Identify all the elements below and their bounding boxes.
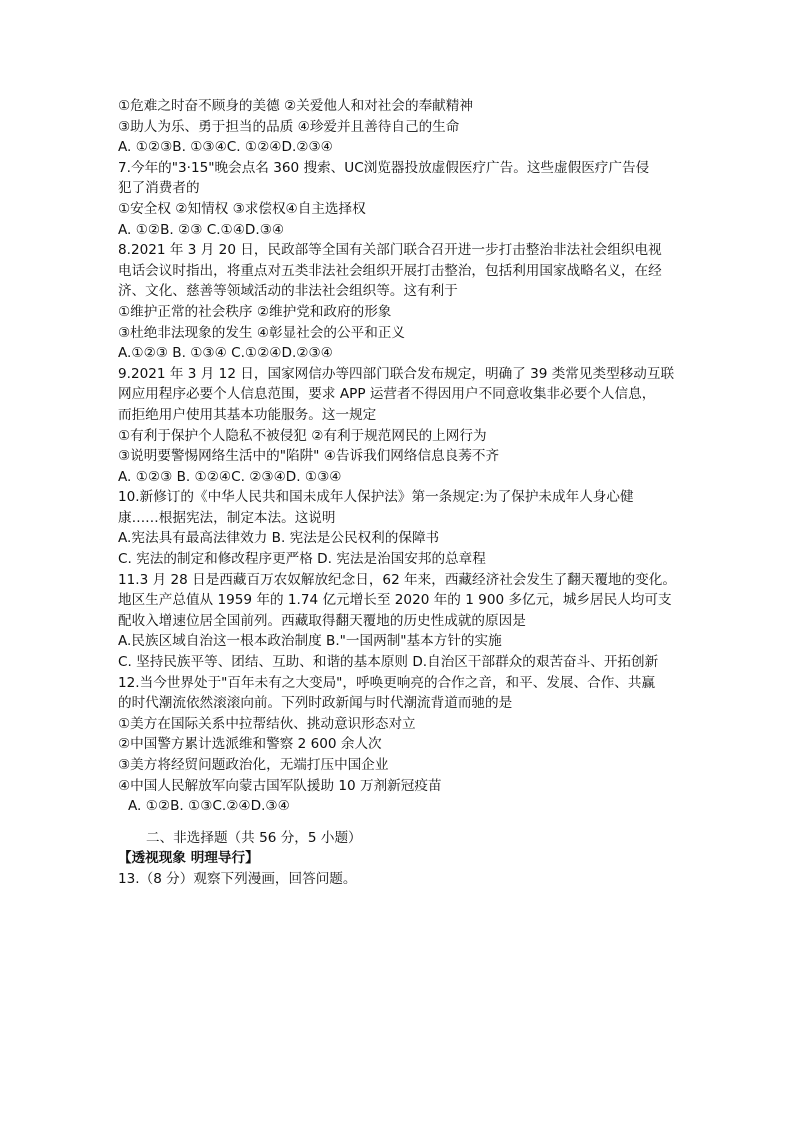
text-line: ④中国人民解放军向蒙古国军队援助 10 万剂新冠疫苗 [118, 777, 442, 794]
question-10: 10.新修订的《中华人民共和国未成年人保护法》第一条规定:为了保护未成年人身心健 [118, 489, 634, 506]
text-line: ③杜绝非法现象的发生 ④彰显社会的公平和正义 [118, 324, 405, 341]
text-line: ③助人为乐、勇于担当的品质 ④珍爱并且善待自己的生命 [118, 118, 460, 135]
answer-options: A. ①②B. ①③C.②④D.③④ [128, 798, 290, 815]
text-line: 地区生产总值从 1959 年的 1.74 亿元增长至 2020 年的 1 900 多亿元，城乡居民人均可支 [118, 592, 672, 609]
text-line: ②中国警方累计选派维和警察 2 600 余人次 [118, 736, 382, 753]
text-line: ①危难之时奋不顾身的美德 ②关爱他人和对社会的奉献精神 [118, 98, 473, 114]
text-line: ①安全权 ②知情权 ③求偿权④自主选择权 [118, 200, 366, 217]
text-line: 配收入增速位居全国前列。西藏取得翻天覆地的历史性成就的原因是 [118, 612, 526, 629]
question-12: 12.当今世界处于"百年未有之大变局"，呼唤更响亮的合作之音，和平、发展、合作、共赢 [118, 674, 656, 691]
text-line: ③美方将经贸问题政治化，无端打压中国企业 [118, 757, 389, 773]
text-line: ①有利于保护个人隐私不被侵犯 ②有利于规范网民的上网行为 [118, 427, 487, 444]
text-line: ①美方在国际关系中拉帮结伙、挑动意识形态对立 [118, 715, 416, 732]
text-line: 的时代潮流依然滚滚向前。下列时政新闻与时代潮流背道而驰的是 [118, 695, 513, 712]
answer-options: C. 坚持民族平等、团结、互助、和谐的基本原则 D.自治区干部群众的艰苦奋斗、开拓创新 [118, 654, 659, 671]
text-line: ③说明要警惕网络生活中的"陷阱" ④告诉我们网络信息良莠不齐 [118, 448, 500, 465]
text-line: 网应用程序必要个人信息范围，要求 APP 运营者不得因用户不同意收集非必要个人信息， [118, 386, 656, 403]
section-title: 二、非选择题（共 56 分，5 小题） [146, 829, 362, 846]
answer-options: A. ①②B. ②③ C.①④D.③④ [118, 221, 285, 238]
answer-options: A.①②③ B. ①③④ C.①②④D.②③④ [118, 345, 333, 362]
text-line: 电话会议时指出，将重点对五类非法社会组织开展打击整治，包括利用国家战略名义，在经 [118, 262, 662, 279]
document-body [118, 96, 678, 890]
question-7: 7.今年的"3·15"晚会点名 360 搜索、UC浏览器投放虚假医疗广告。这些虚假医疗广告侵 [118, 159, 650, 176]
answer-options: A.宪法具有最高法律效力 B. 宪法是公民权利的保障书 [118, 530, 440, 547]
answer-options: A.民族区域自治这一根本政治制度 B."一国两制"基本方针的实施 [118, 633, 502, 650]
section-subtitle: 【透视现象 明理导行】 [118, 850, 259, 867]
answer-options: A. ①②③ B. ①②④C. ②③④D. ①③④ [118, 468, 342, 485]
spacer [118, 817, 678, 828]
text-line: 而拒绝用户使用其基本功能服务。这一规定 [118, 406, 377, 423]
question-11: 11.3 月 28 日是西藏百万农奴解放纪念日，62 年来，西藏经济社会发生了翻天覆地的变化。 [118, 571, 676, 588]
answer-options: A. ①②③B. ①③④C. ①②④D.②③④ [118, 139, 333, 156]
answer-options: C. 宪法的制定和修改程序更严格 D. 宪法是治国安邦的总章程 [118, 551, 486, 568]
question-8: 8.2021 年 3 月 20 日，民政部等全国有关部门联合召开进一步打击整治非法社会组织电视 [118, 242, 662, 259]
text-line: 康……根据宪法，制定本法。这说明 [118, 509, 336, 526]
text-line: ①维护正常的社会秩序 ②维护党和政府的形象 [118, 303, 392, 320]
question-9: 9.2021 年 3 月 12 日，国家网信办等四部门联合发布规定，明确了 39 类常见类型移动互联 [118, 365, 675, 382]
question-13: 13.（8 分）观察下列漫画，回答问题。 [118, 870, 357, 887]
text-line: 济、文化、慈善等领域活动的非法社会组织等。这有利于 [118, 283, 458, 300]
text-line: 犯了消费者的 [118, 180, 200, 197]
